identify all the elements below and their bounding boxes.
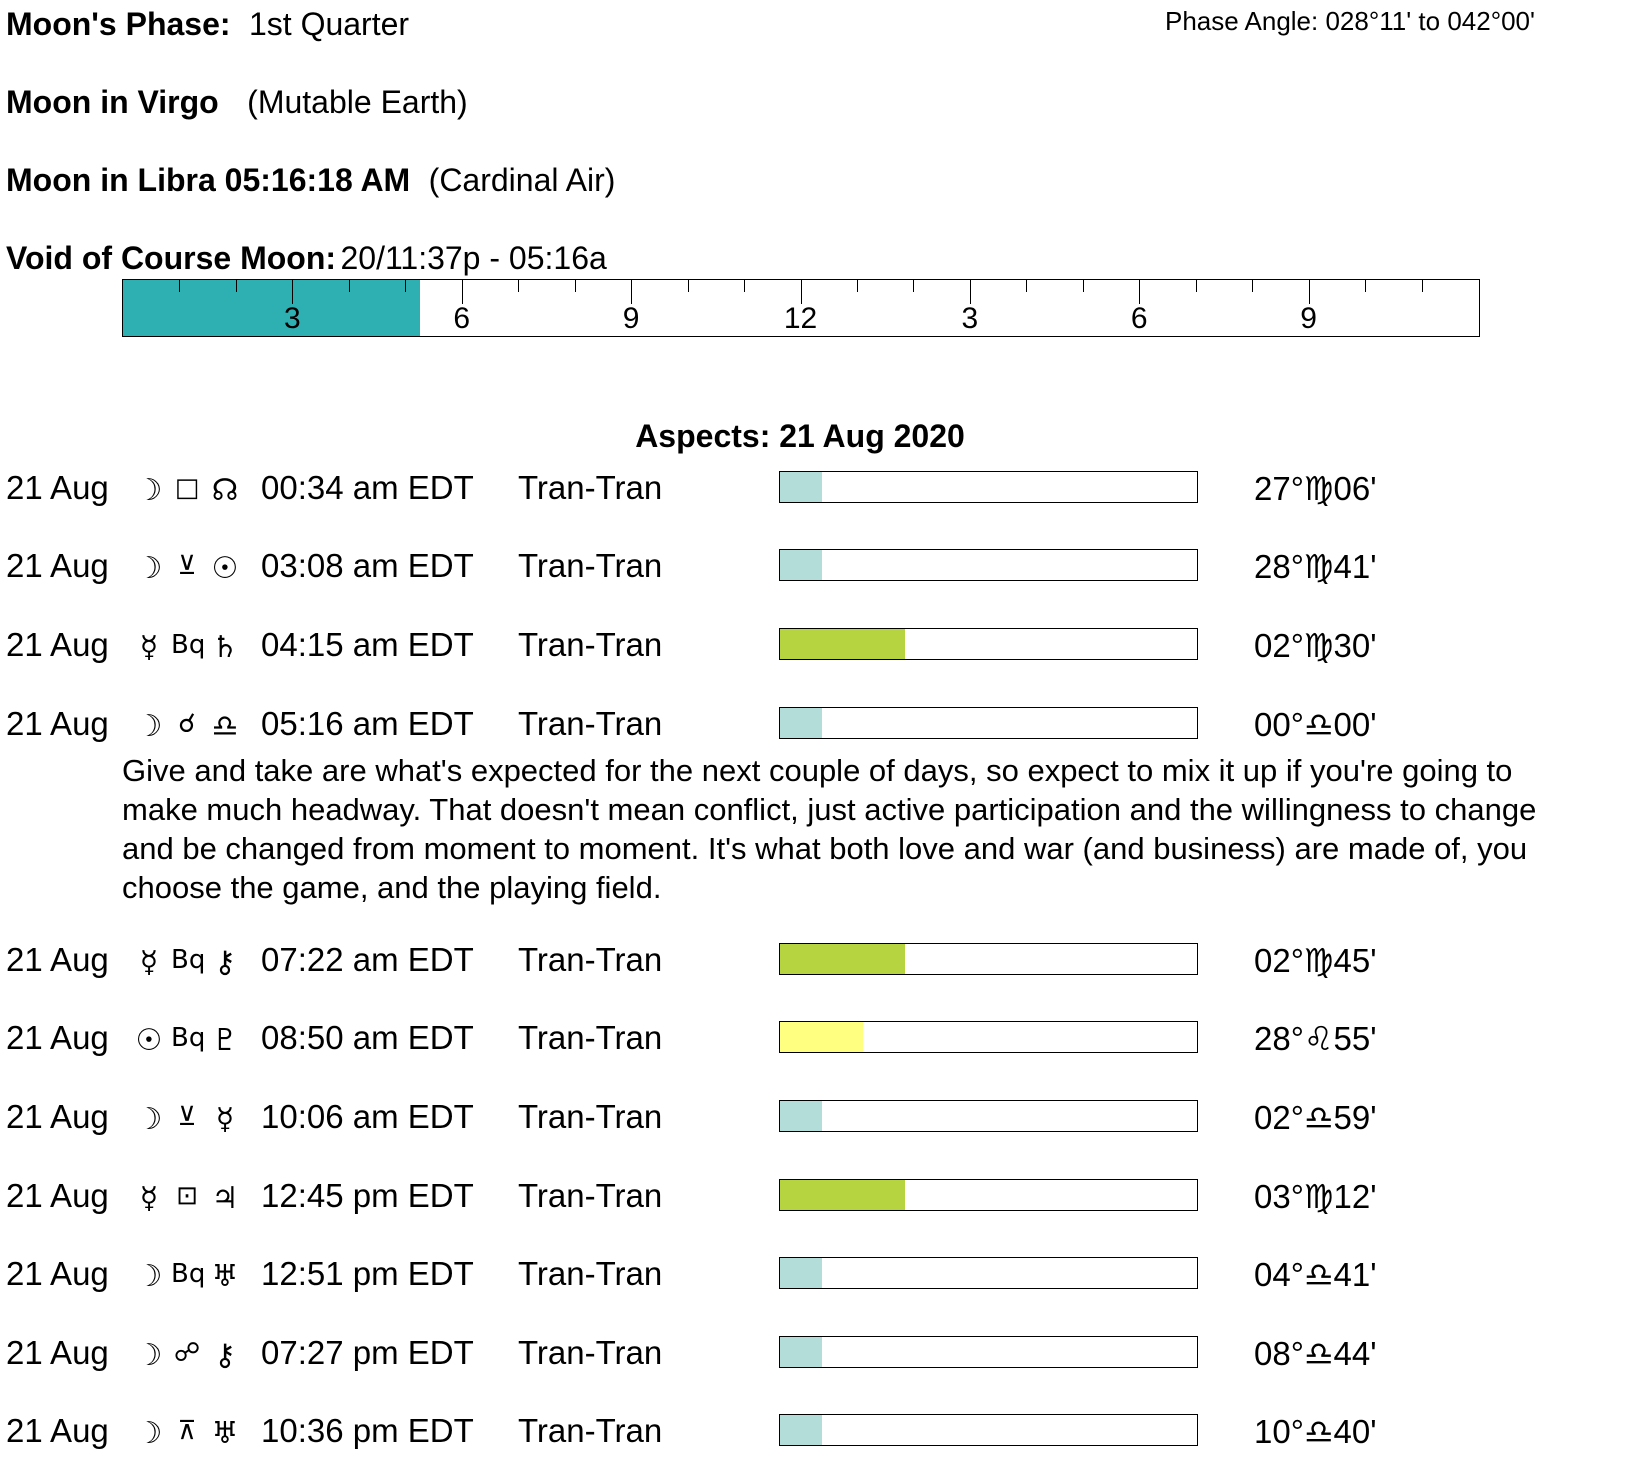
aspect-strength-fill	[780, 1101, 822, 1131]
aspect-type: Tran-Tran	[518, 1177, 663, 1214]
void-of-course-label: Void of Course Moon:	[6, 240, 337, 276]
planet-2-glyph-icon: ♇	[211, 1023, 239, 1058]
timeline-tick	[1139, 280, 1140, 304]
aspect-position: 27°♍06'	[1254, 470, 1377, 507]
aspect-strength-fill	[780, 1022, 863, 1052]
aspect-position: 02°♎59'	[1254, 1099, 1377, 1136]
aspect-strength-fill	[780, 550, 822, 580]
aspect-strength-bar	[779, 1100, 1198, 1132]
moon-sign-libra-line	[6, 162, 615, 199]
planet-2-glyph-icon: ☿	[215, 1102, 235, 1137]
aspect-position: 02°♍45'	[1254, 942, 1377, 979]
moon-phase-line	[6, 6, 409, 43]
timeline-tick	[1309, 280, 1310, 304]
aspect-time: 07:22 am EDT	[261, 941, 474, 978]
timeline-tick	[913, 280, 914, 292]
void-of-course-line	[6, 240, 607, 277]
aspect-glyph-icon: ☍	[173, 1338, 201, 1368]
void-of-course-fill	[123, 280, 420, 336]
aspect-strength-fill	[780, 629, 905, 659]
aspect-position: 08°♎44'	[1254, 1335, 1377, 1372]
aspect-glyph-icon: □	[174, 473, 200, 503]
timeline-tick	[292, 280, 293, 304]
aspect-type: Tran-Tran	[518, 626, 663, 663]
phase-angle: Phase Angle: 028°11' to 042°00'	[1165, 6, 1535, 36]
aspect-glyph-icon: ⊡	[176, 1181, 198, 1211]
moon-phase-value: 1st Quarter	[248, 6, 410, 42]
timeline-tick	[688, 280, 689, 292]
planet-2-glyph-icon: ☊	[211, 473, 239, 508]
planet-2-glyph-icon: ⚷	[214, 945, 236, 980]
timeline-hour-label: 3	[961, 302, 979, 335]
timeline-tick	[801, 280, 802, 304]
timeline-tick	[575, 280, 576, 292]
planet-2-glyph-icon: ♅	[211, 1259, 239, 1294]
aspect-time: 10:06 am EDT	[261, 1098, 474, 1135]
timeline-hour-label: 9	[1300, 302, 1317, 335]
aspect-strength-fill	[780, 1415, 822, 1445]
aspect-position: 00°♎00'	[1254, 706, 1377, 743]
planet-2-glyph-icon: ♃	[211, 1181, 239, 1216]
moon-sign-1-label: Moon in Virgo	[6, 84, 219, 120]
timeline-tick	[631, 280, 632, 304]
aspect-date: 21 Aug	[6, 626, 109, 663]
aspect-time: 12:45 pm EDT	[261, 1177, 474, 1214]
aspect-strength-bar	[779, 1414, 1198, 1446]
aspect-strength-fill	[780, 708, 822, 738]
timeline-tick	[1252, 280, 1253, 292]
aspect-date: 21 Aug	[6, 1019, 109, 1056]
aspect-time: 00:34 am EDT	[261, 469, 474, 506]
aspect-type: Tran-Tran	[518, 941, 663, 978]
timeline-tick	[1196, 280, 1197, 292]
aspect-type: Tran-Tran	[518, 547, 663, 584]
aspect-glyph-icon: ⊼	[177, 1416, 197, 1446]
timeline-tick	[1083, 280, 1084, 292]
planet-1-glyph-icon: ☿	[139, 630, 159, 665]
moon-phase-label: Moon's Phase:	[6, 6, 231, 42]
aspect-glyph-icon: ⊻	[177, 551, 197, 581]
timeline-hour-label: 12	[783, 302, 818, 335]
void-of-course-value: 20/11:37p - 05:16a	[340, 240, 607, 276]
aspect-strength-bar	[779, 628, 1198, 660]
moon-sign-1-detail: (Mutable Earth)	[247, 84, 468, 120]
timeline-tick	[744, 280, 745, 292]
planet-1-glyph-icon: ☿	[139, 945, 159, 980]
aspect-date: 21 Aug	[6, 1098, 109, 1135]
timeline-hour-label: 9	[622, 302, 640, 335]
aspect-time: 12:51 pm EDT	[261, 1255, 474, 1292]
void-of-course-timeline	[122, 279, 1480, 337]
aspect-strength-bar	[779, 943, 1198, 975]
aspect-time: 10:36 pm EDT	[261, 1412, 474, 1449]
aspect-glyph-icon: Bq	[171, 1023, 206, 1053]
aspect-type: Tran-Tran	[518, 1098, 663, 1135]
aspect-strength-bar	[779, 707, 1198, 739]
aspect-date: 21 Aug	[6, 1177, 109, 1214]
aspect-date: 21 Aug	[6, 1412, 109, 1449]
aspect-type: Tran-Tran	[518, 469, 663, 506]
aspect-position: 03°♍12'	[1254, 1178, 1377, 1215]
aspect-time: 08:50 am EDT	[261, 1019, 474, 1056]
planet-1-glyph-icon: ☽	[135, 551, 163, 586]
timeline-tick	[1026, 280, 1027, 292]
aspect-strength-bar	[779, 1257, 1198, 1289]
aspect-strength-fill	[780, 1180, 905, 1210]
planet-1-glyph-icon: ☽	[135, 1338, 163, 1373]
aspect-date: 21 Aug	[6, 1334, 109, 1371]
aspect-strength-fill	[780, 944, 905, 974]
timeline-tick	[518, 280, 519, 292]
planet-1-glyph-icon: ☉	[135, 1023, 163, 1058]
aspect-strength-bar	[779, 549, 1198, 581]
planet-1-glyph-icon: ☽	[135, 709, 163, 744]
timeline-tick	[405, 280, 406, 292]
timeline-tick	[236, 280, 237, 292]
aspect-time: 03:08 am EDT	[261, 547, 474, 584]
planet-2-glyph-icon: ⚷	[214, 1338, 236, 1373]
planet-1-glyph-icon: ☿	[139, 1181, 159, 1216]
timeline-tick	[179, 280, 180, 292]
aspect-strength-bar	[779, 1179, 1198, 1211]
aspect-strength-fill	[780, 472, 822, 502]
aspect-type: Tran-Tran	[518, 1334, 663, 1371]
timeline-tick	[1365, 280, 1366, 292]
moon-sign-virgo-line	[6, 84, 468, 121]
aspect-glyph-icon: Bq	[171, 630, 206, 660]
moon-sign-2-label: Moon in Libra 05:16:18 AM	[6, 162, 411, 198]
planet-2-glyph-icon: ♅	[211, 1416, 239, 1451]
aspect-date: 21 Aug	[6, 547, 109, 584]
aspect-position: 02°♍30'	[1254, 627, 1377, 664]
aspect-type: Tran-Tran	[518, 705, 663, 742]
aspect-strength-bar	[779, 1021, 1198, 1053]
aspect-date: 21 Aug	[6, 469, 109, 506]
planet-2-glyph-icon: ♎	[211, 709, 239, 744]
timeline-hour-label: 3	[284, 302, 301, 335]
aspect-glyph-icon: ☌	[178, 709, 196, 739]
aspect-strength-bar	[779, 1336, 1198, 1368]
timeline-tick	[462, 280, 463, 304]
aspect-strength-fill	[780, 1337, 822, 1367]
planet-1-glyph-icon: ☽	[135, 1102, 163, 1137]
timeline-tick	[857, 280, 858, 292]
aspect-position: 04°♎41'	[1254, 1256, 1377, 1293]
aspect-date: 21 Aug	[6, 1255, 109, 1292]
aspect-glyph-icon: Bq	[171, 1259, 206, 1289]
timeline-tick	[1422, 280, 1423, 292]
timeline-tick	[349, 280, 350, 292]
timeline-tick	[970, 280, 971, 304]
aspect-time: 04:15 am EDT	[261, 626, 474, 663]
aspect-glyph-icon: ⊻	[177, 1102, 197, 1132]
aspect-date: 21 Aug	[6, 941, 109, 978]
planet-1-glyph-icon: ☽	[135, 1259, 163, 1294]
aspect-time: 05:16 am EDT	[261, 705, 474, 742]
timeline-hour-label: 6	[1130, 302, 1148, 335]
aspects-title: Aspects: 21 Aug 2020	[635, 418, 965, 454]
aspect-date: 21 Aug	[6, 705, 109, 742]
moon-sign-2-detail: (Cardinal Air)	[428, 162, 616, 198]
planet-2-glyph-icon: ☉	[211, 551, 239, 586]
aspect-glyph-icon: Bq	[171, 945, 206, 975]
aspect-strength-bar	[779, 471, 1198, 503]
planet-1-glyph-icon: ☽	[135, 1416, 163, 1451]
timeline-hour-label: 6	[453, 302, 471, 335]
aspect-position: 28°♌55'	[1254, 1020, 1377, 1057]
aspect-type: Tran-Tran	[518, 1255, 663, 1292]
aspect-time: 07:27 pm EDT	[261, 1334, 474, 1371]
aspect-description: Give and take are what's expected for the next couple of days, so expect to mix it up if you're going to make much headway. That doesn't mean conflict, just active participation and the willingness to change and be changed from moment to moment. It's what both love and war (and business) are made of, you choose the game, and the playing field.	[122, 753, 1537, 905]
aspect-type: Tran-Tran	[518, 1019, 663, 1056]
planet-2-glyph-icon: ♄	[211, 630, 239, 665]
aspect-strength-fill	[780, 1258, 822, 1288]
aspect-type: Tran-Tran	[518, 1412, 663, 1449]
aspect-position: 28°♍41'	[1254, 548, 1377, 585]
planet-1-glyph-icon: ☽	[135, 473, 163, 508]
aspect-position: 10°♎40'	[1254, 1413, 1377, 1450]
